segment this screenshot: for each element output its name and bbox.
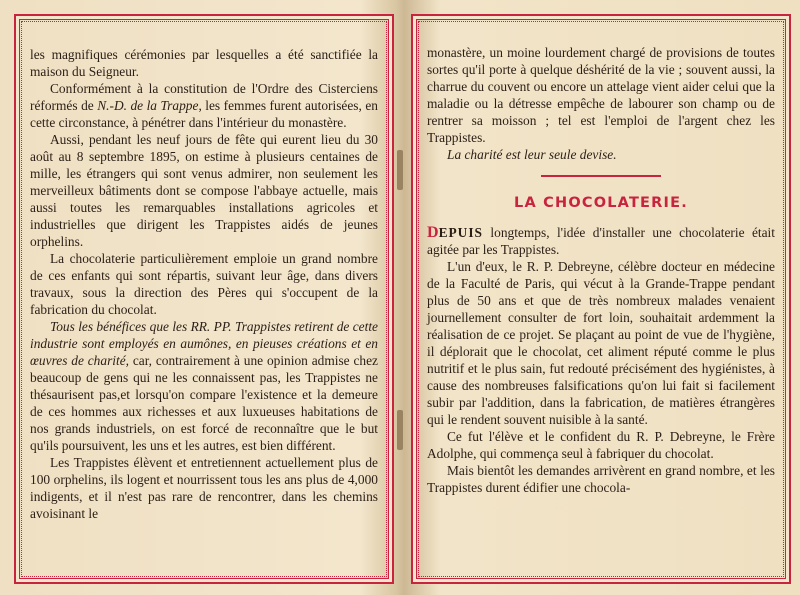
section-divider [541,175,661,177]
right-page-text [427,44,775,572]
binding-stitch-bottom [397,410,403,450]
text-run: car, contrairement à une opinion admise chez beaucoup de gens qui ne les connaissent pas, les Trappistes ne thésaurisent pas,et lorsqu'on compare l'existence et la demeure de ces hommes aux richesses et aux luxueuses habitations de nos grands industriels, on est forcé de reconnaître que le but qu'ils poursuivent, les uns et les autres, est bien différent. [30,353,378,453]
section-heading: LA CHOCOLATERIE. [514,195,688,211]
drop-cap: D [427,224,439,241]
text-run: , les femmes furent autorisées, en cette circonstance, à pénétrer dans l'intérieur du monastère. [30,98,378,130]
paragraph: Aussi, pendant les neuf jours de fête qui eurent lieu du 30 août au 8 septembre 1895, on estime à plusieurs centaines de mille, les étrangers qui sont venus admirer, non seulement les merveilleux bâtiments dont se compose l'abbaye actuelle, mais aussi toutes les remarquables installations agricoles et industrielles que dirigent les Trappistes aidés de jeunes orphelins. [30,132,378,249]
text-run: Conformément à la constitution de l'Ordre des Cisterciens réformés de [30,81,378,113]
paragraph: Mais bientôt les demandes arrivèrent en grand nombre, et les Trappistes durent édifier une chocola- [427,463,775,495]
italic-text: Tous les bénéfices que les RR. PP. Trappistes retirent de cette industrie sont employés en aumônes, en pieuses créations et en œuvres de charité, [30,319,378,368]
italic-text: N.-D. de la Trappe [97,98,199,113]
left-page-text [30,46,378,572]
right-page [411,14,791,584]
paragraph [30,80,378,131]
text-run: longtemps, l'idée d'installer une chocolaterie était agitée par les Trappistes. [427,225,775,257]
paragraph: La chocolaterie particulièrement emploie un grand nombre de ces enfants qui sont répartis, suivant leur âge, dans divers travaux, sous la direction des Pères qui s'occupent de la fabrication du chocolat. [30,251,378,317]
paragraph: Les Trappistes élèvent et entretiennent actuellement plus de 100 orphelins, ils logent et nourrissent tous les ans plus de 4,000 indigents, et il n'est pas rare de rencontrer, dans les chemins avoisinant le [30,455,378,521]
paragraph: les magnifiques cérémonies par lesquelles a été sanctifiée la maison du Seigneur. [30,47,378,79]
small-caps-lead: EPUIS [438,225,484,240]
paragraph: L'un d'eux, le R. P. Debreyne, célèbre docteur en médecine de la Faculté de Paris, qui vécut à la Grande-Trappe pendant plus de 50 ans et que de très nombreux malades venaient journellement consulter de fort loin, souhaitait ardemment la réalisation de ce projet. Se plaçant au point de vue de l'hygiène, il déplorait que le chocolat, cet aliment réputé comme le plus nutritif et le plus sain, fut redouté précisément des hygiénistes, à cause des nombreuses falsifications qu'on lui fait si facilement subir par l'addition, dans la fabrication, de matières étrangères qui le rendent souvent nuisible à la santé. [427,259,775,427]
paragraph: Ce fut l'élève et le confident du R. P. Debreyne, le Frère Adolphe, qui commença seul à fabriquer du chocolat. [427,429,775,461]
paragraph [30,318,378,454]
paragraph: monastère, un moine lourdement chargé de provisions de toutes sortes qu'il porte à quelque déshérité de la vie ; souvent aussi, la charrue du couvent ou encore un attelage vient aider celui que la maladie ou la détresse empêche de labourer son champ ou de rentrer sa moisson ; tel est l'emploi de l'argent chez les Trappistes. [427,45,775,145]
paragraph [427,224,775,258]
binding-stitch-top [397,150,403,190]
left-page [14,14,394,584]
motto: La charité est leur seule devise. [447,147,617,162]
